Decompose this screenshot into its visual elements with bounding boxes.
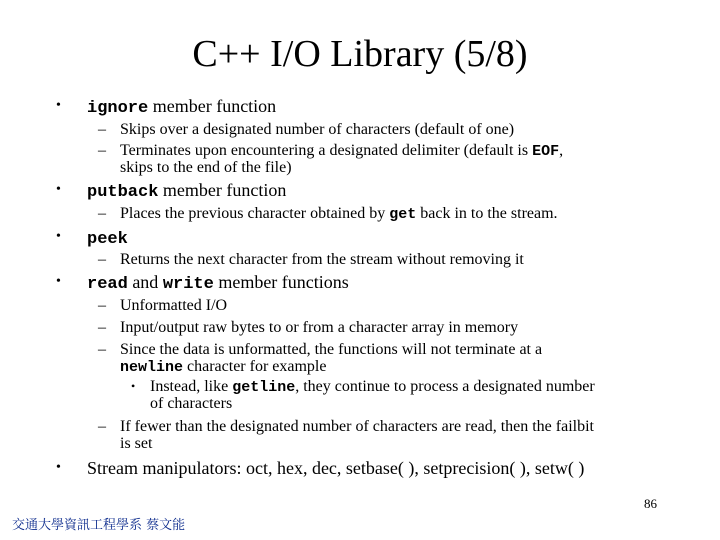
footer-department: 交通大學資訊工程學系 蔡文能 [12,518,186,533]
dash-icon: – [98,319,106,336]
code-get: get [389,206,417,223]
code-read: read [87,275,128,294]
code-write: write [162,275,214,294]
bullet-dot-icon: • [56,98,61,113]
slide-title: C++ I/O Library (5/8) [192,33,528,75]
slide: C++ I/O Library (5/8) • ignore member function – Skips over a designated number of characters (default of one) – Terminates upon encountering a designated delimiter (default is EOF, skips to the end of the file) • putback member function – Places the previous character obtained by get back in to the stream. • peek – Returns the next character from the stream without removing it • read and write member functions – Unformatted I/O – Input/output raw bytes to or from a character array in memory – Since the data is unformatted, the functions will not terminate at a newline character for example • Instead, like getline, they continue to process a designated number of characters – If fewer than the designated number of characters are read, then the failbit is set • Stream manipulators: oct, hex, dec, setbase( ), setprecision( ), setw( ) 86 交通大學資訊工程學系 蔡文能 [0,0,720,540]
dash-icon: – [98,297,106,314]
bullet-dot-icon: • [56,229,61,244]
bullet-dot-icon: • [56,460,61,475]
code-putback: putback [87,183,159,202]
dash-icon: – [98,341,106,358]
dash-icon: – [98,418,106,435]
bullet-dot-icon: • [56,182,61,197]
dash-icon: – [98,251,106,268]
page-number: 86 [644,496,657,511]
dash-icon: – [98,121,106,138]
dash-icon: – [98,142,106,159]
bullet-dot-icon: • [131,379,136,393]
code-eof: EOF [532,143,560,160]
dash-icon: – [98,205,106,222]
code-ignore: ignore [87,99,149,118]
bullet-dot-icon: • [56,274,61,289]
code-getline: getline [232,379,296,396]
code-newline: newline [120,359,184,376]
code-peek: peek [87,230,128,249]
